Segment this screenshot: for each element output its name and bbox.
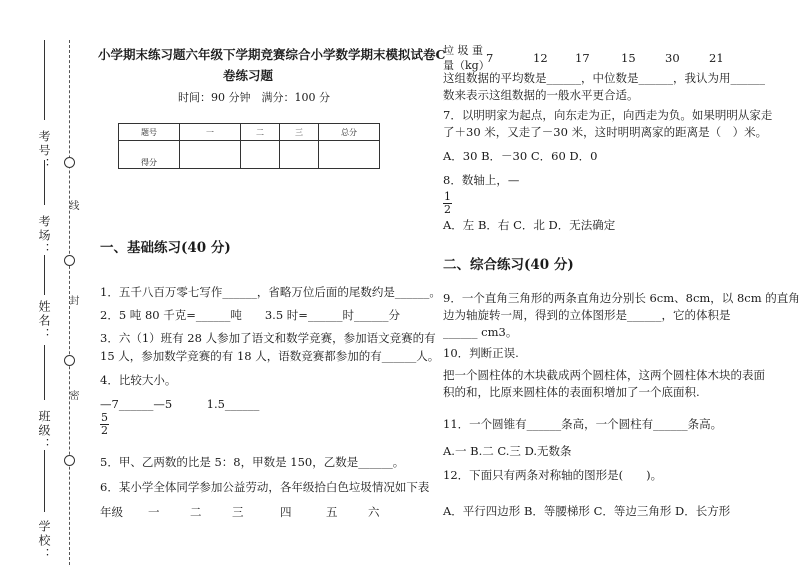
grade-row-label: 年级 <box>100 505 123 519</box>
exam-room-label: 考场： <box>37 215 51 257</box>
question-6-cont-line1: 这组数据的平均数是______，中位数是______，我认为用______ <box>443 71 765 85</box>
exam-title-line2: 卷练习题 <box>222 68 273 83</box>
score-header-qno: 题号 <box>119 124 180 141</box>
grade-cell: 五 <box>326 505 338 519</box>
score-table <box>118 123 380 169</box>
question-4-fraction <box>100 412 109 438</box>
score-header-3: 三 <box>280 124 319 141</box>
score-cell[interactable] <box>319 141 380 169</box>
weight-cell: 30 <box>665 51 680 65</box>
question-6-cont-line2: 数来表示这组数据的一般水平更合适。 <box>443 88 639 102</box>
question-6: 6．某小学全体同学参加公益劳动，各年级拾白色垃圾情况如下表 <box>100 480 430 494</box>
cut-mark-xian: 线 <box>67 200 78 210</box>
weight-cell: 15 <box>621 51 636 65</box>
school-field[interactable] <box>44 450 45 512</box>
question-8: 8．数轴上，— <box>443 173 520 187</box>
question-2: 2．5 吨 80 千克=______吨 3.5 时=______时______分 <box>100 308 400 322</box>
weight-cell: 17 <box>575 51 590 65</box>
binding-hole <box>64 157 75 168</box>
score-header-2: 二 <box>241 124 280 141</box>
weight-cell: 21 <box>709 51 724 65</box>
grade-cell: 一 <box>148 505 160 519</box>
question-4-items: —7______—5 1.5______ <box>100 397 260 411</box>
class-label: 班级： <box>37 410 51 452</box>
question-3-line1: 3．六（1）班有 28 人参加了语文和数学竞赛，参加语文竞赛的有 <box>100 331 436 345</box>
question-11-options: A.一 B.二 C.三 D.无数条 <box>443 444 572 458</box>
fraction-numerator: 5 <box>101 411 108 424</box>
binding-hole <box>64 455 75 466</box>
score-header-1: 一 <box>180 124 241 141</box>
exam-no-label: 考号： <box>37 130 51 172</box>
score-cell[interactable] <box>280 141 319 169</box>
time-info: 时间：90 分钟 满分：100 分 <box>178 91 330 104</box>
question-12-options: A．平行四边形 B．等腰梯形 C．等边三角形 D．长方形 <box>443 504 731 518</box>
question-7-line1: 7．以明明家为起点，向东走为正，向西走为负。如果明明从家走 <box>443 108 773 122</box>
binding-hole <box>64 355 75 366</box>
question-9-line1: 9．一个直角三角形的两条直角边分别长 6cm、8cm，以 8cm 的直角 <box>443 291 800 305</box>
school-label: 学校： <box>37 520 51 562</box>
grade-cell: 二 <box>190 505 202 519</box>
binding-hole <box>64 255 75 266</box>
question-7-line2: 了＋30 米，又走了－30 米，这时明明离家的距离是（ ）米。 <box>443 125 768 139</box>
exam-title-line1: 小学期末练习题六年级下学期竞赛综合小学数学期末模拟试卷C <box>98 47 446 62</box>
cut-mark-mi: 密 <box>67 390 78 400</box>
score-cell[interactable] <box>241 141 280 169</box>
weight-cell: 12 <box>533 51 548 65</box>
question-1: 1．五千八百万零七写作______，省略万位后面的尾数约是______。 <box>100 285 441 299</box>
weight-row-label-2: 量（kg） <box>443 59 490 72</box>
question-3-line2: 15 人，参加数学竞赛的有 18 人，语数竞赛都参加的有______人。 <box>100 349 440 363</box>
question-12: 12．下面只有两条对称轴的图形是( )。 <box>443 468 663 482</box>
question-7-options: A．30 B．－30 C．60 D．0 <box>443 149 598 163</box>
question-5: 5．甲、乙两数的比是 5：8，甲数是 150，乙数是______。 <box>100 455 405 469</box>
weight-cell: 7 <box>486 51 494 65</box>
exam-room-field[interactable] <box>44 160 45 205</box>
question-11: 11．一个圆锥有______条高，一个圆柱有______条高。 <box>443 417 723 431</box>
section-2-title: 二、综合练习(40 分) <box>443 257 574 273</box>
fraction-numerator: 1 <box>444 190 451 203</box>
question-9-line3: ______ cm3。 <box>443 325 518 339</box>
question-10-line1: 把一个圆柱体的木块截成两个圆柱体，这两个圆柱体木块的表面 <box>443 368 765 382</box>
question-10-line2: 积的和，比原来圆柱体的表面积增加了一个底面积. <box>443 385 700 399</box>
grade-cell: 三 <box>232 505 244 519</box>
question-9-line2: 边为轴旋转一周，得到的立体图形是______，它的体积是 <box>443 308 731 322</box>
weight-row-label-1: 垃 圾 重 <box>443 44 483 57</box>
name-label: 姓名： <box>37 300 51 342</box>
fraction-denominator: 2 <box>101 423 108 437</box>
cut-mark-feng: 封 <box>67 295 78 305</box>
score-header-total: 总分 <box>319 124 380 141</box>
question-4: 4．比较大小。 <box>100 373 177 387</box>
question-10: 10．判断正误. <box>443 346 519 360</box>
question-8-options: A．左 B．右 C．北 D．无法确定 <box>443 218 616 232</box>
question-8-fraction <box>443 191 452 217</box>
grade-cell: 四 <box>280 505 292 519</box>
name-field[interactable] <box>44 255 45 295</box>
section-1-title: 一、基础练习(40 分) <box>100 240 231 256</box>
score-cell[interactable] <box>180 141 241 169</box>
grade-cell: 六 <box>368 505 380 519</box>
score-row-label: 得分 <box>119 141 180 169</box>
exam-no-field[interactable] <box>44 40 45 120</box>
class-field[interactable] <box>44 345 45 400</box>
fraction-denominator: 2 <box>444 202 451 216</box>
